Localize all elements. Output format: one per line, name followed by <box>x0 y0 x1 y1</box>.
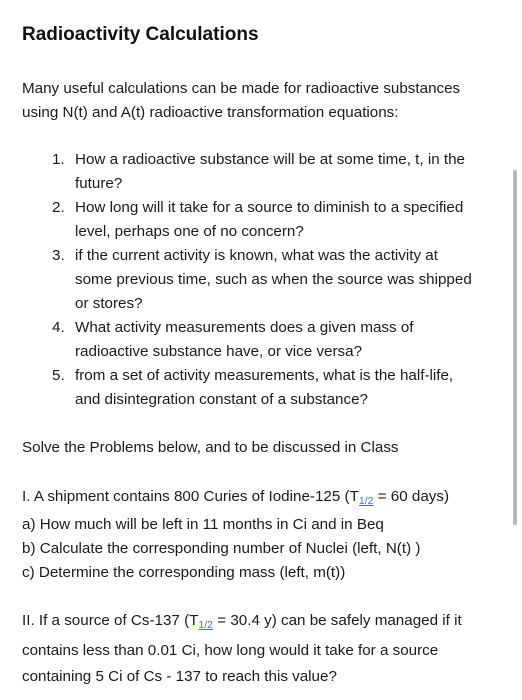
problem-2-tail: = 30.4 y) can be safely managed if it <box>213 612 462 629</box>
list-number: 5. <box>52 367 65 384</box>
list-item <box>22 364 502 412</box>
half-life-subscript-link[interactable]: 1/2 <box>198 619 214 631</box>
solve-instruction: Solve the Problems below, and to be discussed in Class <box>22 439 399 456</box>
problem-1 <box>22 485 512 585</box>
half-life-subscript-link[interactable]: 1/2 <box>358 495 374 507</box>
list-item-line: from a set of activity measurements, what is the half-life, <box>75 367 454 384</box>
problem-1-tail: = 60 days) <box>373 488 450 505</box>
problem-2-line-1 <box>22 608 512 638</box>
vertical-scrollbar[interactable] <box>513 170 517 525</box>
problem-2-line-2: contains less than 0.01 Ci, how long would it take for a source <box>22 642 439 659</box>
problem-1-statement <box>22 485 512 513</box>
intro-line-2: using N(t) and A(t) radioactive transformation equations: <box>22 103 399 121</box>
list-item <box>22 244 502 316</box>
list-item-line: or stores? <box>75 295 143 312</box>
problem-2-line-3: containing 5 Ci of Cs - 137 to reach this value? <box>22 668 337 685</box>
list-item-line: some previous time, such as when the source was shipped <box>75 271 472 288</box>
list-number: 4. <box>52 319 65 336</box>
list-item-line: radioactive substance have, or vice versa? <box>75 343 363 360</box>
list-item-line: How long will it take for a source to diminish to a specified <box>75 199 464 216</box>
list-item <box>22 316 502 364</box>
list-item-line: and disintegration constant of a substance? <box>75 391 368 408</box>
list-number: 1. <box>52 151 65 168</box>
list-item-line: What activity measurements does a given mass of <box>75 319 414 336</box>
list-item <box>22 148 502 196</box>
page-title: Radioactivity Calculations <box>22 24 259 45</box>
list-number: 2. <box>52 199 65 216</box>
list-item-line: How a radioactive substance will be at some time, t, in the <box>75 151 465 168</box>
list-item-line: if the current activity is known, what was the activity at <box>75 247 438 264</box>
intro-paragraph <box>22 77 502 124</box>
problem-1-part-b: b) Calculate the corresponding number of Nuclei (left, N(t) ) <box>22 540 421 557</box>
list-item-line: level, perhaps one of no concern? <box>75 223 304 240</box>
problem-1-lead: I. A shipment contains 800 Curies of Iodine-125 (T <box>22 488 359 505</box>
list-item-line: future? <box>75 175 123 192</box>
question-list <box>22 148 502 412</box>
list-number: 3. <box>52 247 65 264</box>
problem-2 <box>22 608 512 690</box>
problem-1-part-a: a) How much will be left in 11 months in Ci and in Beq <box>22 516 384 533</box>
problem-1-part-c: c) Determine the corresponding mass (left, m(t)) <box>22 564 346 581</box>
list-item <box>22 196 502 244</box>
problem-2-lead: II. If a source of Cs-137 (T <box>22 612 199 629</box>
intro-line-1: Many useful calculations can be made for radioactive substances <box>22 80 461 97</box>
